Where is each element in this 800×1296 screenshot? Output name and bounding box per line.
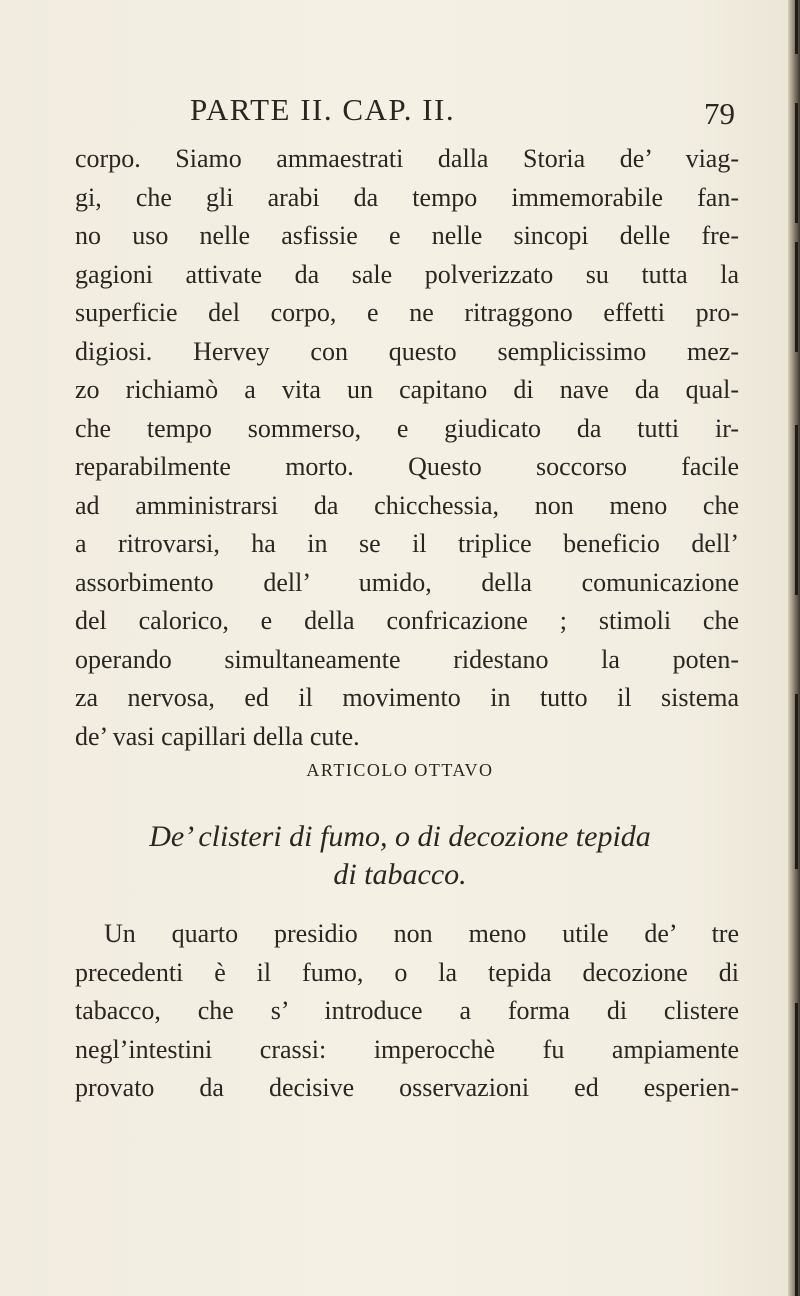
text-line: operando simultaneamente ridestano la poten- xyxy=(75,644,739,674)
text-line: assorbimento dell’ umido, della comunicazione xyxy=(75,567,739,597)
text-line: precedenti è il fumo, o la tepida decozione di xyxy=(75,957,739,987)
running-header-title: PARTE II. CAP. II. xyxy=(190,92,456,127)
page-edge-mark xyxy=(795,242,798,352)
text-line: gi, che gli arabi da tempo immemorabile fan- xyxy=(75,182,739,212)
text-line: negl’intestini crassi: imperocchè fu ampiamente xyxy=(75,1034,739,1064)
page-edge-mark xyxy=(795,1003,798,1296)
article-subtitle-line-2: di tabacco. xyxy=(333,858,467,891)
page-edge-mark xyxy=(795,425,798,595)
article-body-text xyxy=(75,915,739,1108)
text-line: a ritrovarsi, ha in se il triplice beneficio dell’ xyxy=(75,529,739,558)
page-edge-mark xyxy=(795,0,798,54)
text-line: Un quarto presidio non meno utile de’ tre xyxy=(104,919,739,948)
article-subtitle-line-1: De’ clisteri di fumo, o di decozione tepida xyxy=(149,820,651,853)
page-spine xyxy=(788,0,800,1296)
text-line: no uso nelle asfissie e nelle sincopi delle fre- xyxy=(75,221,739,250)
body-text xyxy=(75,140,739,756)
page-number: 79 xyxy=(704,96,735,131)
text-line: digiosi. Hervey con questo semplicissimo mez- xyxy=(75,336,739,366)
text-line: tabacco, che s’ introduce a forma di clistere xyxy=(75,996,739,1025)
text-line: de’ vasi capillari della cute. xyxy=(75,721,360,751)
text-line: del calorico, e della confricazione ; stimoli che xyxy=(75,606,739,635)
text-line: zo richiamò a vita un capitano di nave da qual- xyxy=(75,375,739,404)
text-line: che tempo sommerso, e giudicato da tutti ir- xyxy=(75,413,739,443)
text-line: za nervosa, ed il movimento in tutto il sistema xyxy=(75,683,739,712)
text-line: reparabilmente morto. Questo soccorso facile xyxy=(75,452,739,481)
text-line: corpo. Siamo ammaestrati dalla Storia de’ viag- xyxy=(75,144,739,173)
running-header xyxy=(0,92,800,132)
text-line: provato da decisive osservazioni ed esperien- xyxy=(75,1073,739,1102)
text-line: superficie del corpo, e ne ritraggono effetti pro- xyxy=(75,298,739,327)
text-line: gagioni attivate da sale polverizzato su tutta la xyxy=(75,259,739,289)
article-heading: ARTICOLO OTTAVO xyxy=(306,760,494,780)
text-line: ad amministrarsi da chicchessia, non meno che xyxy=(75,490,739,520)
